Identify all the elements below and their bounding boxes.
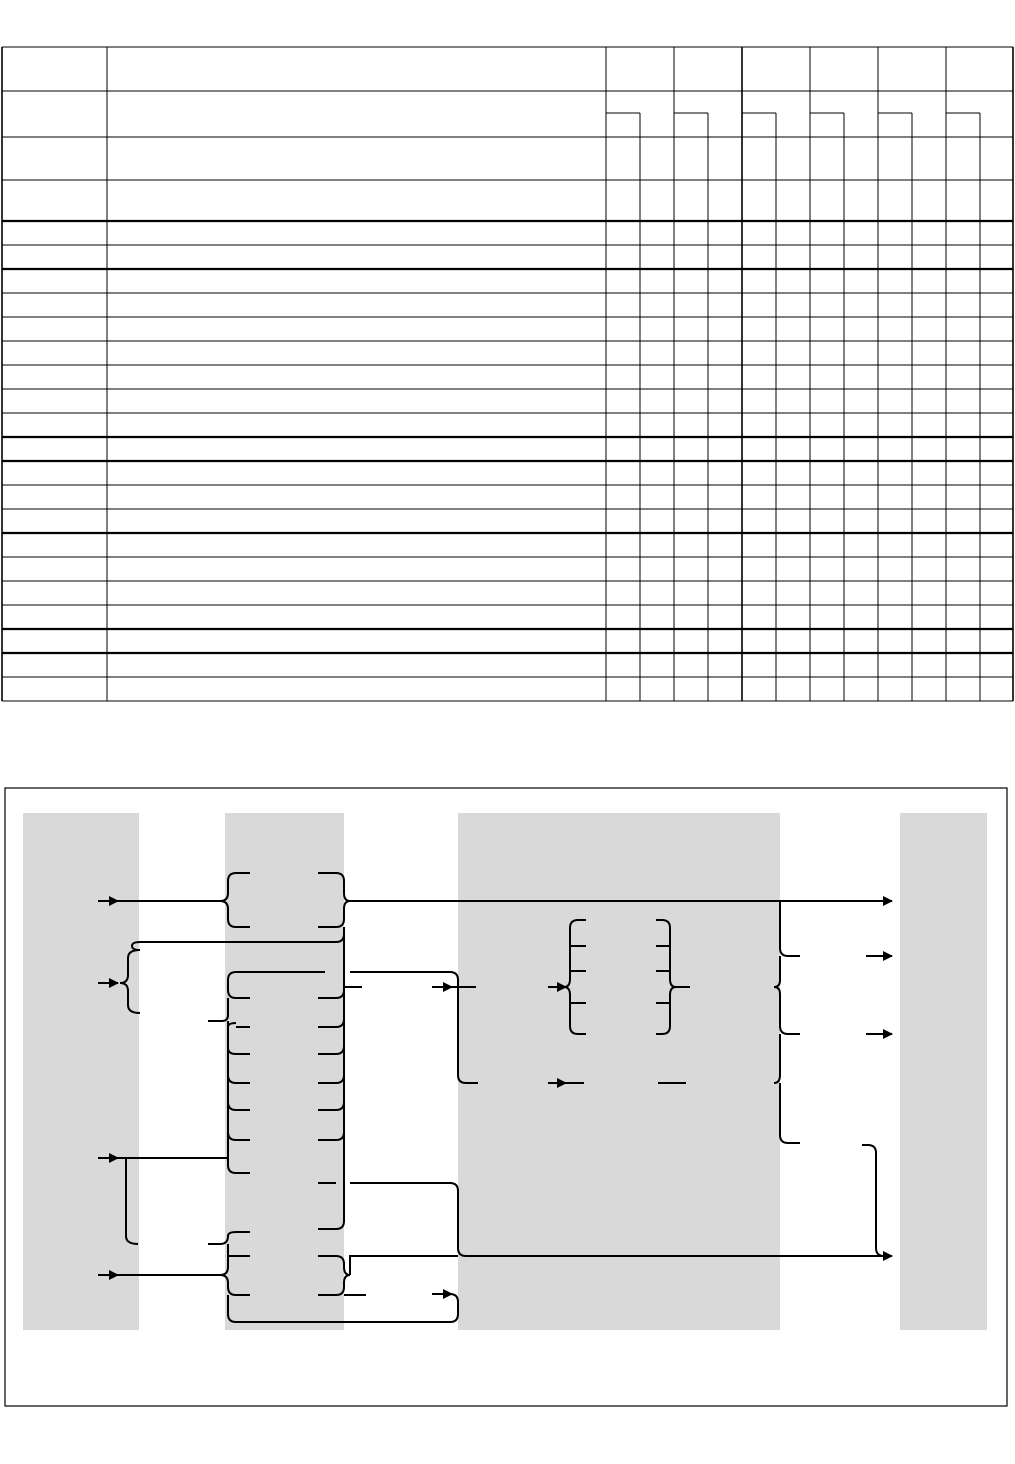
band-inputs <box>23 813 139 1330</box>
band-stage-1 <box>225 813 344 1330</box>
band-stage-2 <box>458 813 780 1330</box>
band-outputs <box>900 813 987 1330</box>
